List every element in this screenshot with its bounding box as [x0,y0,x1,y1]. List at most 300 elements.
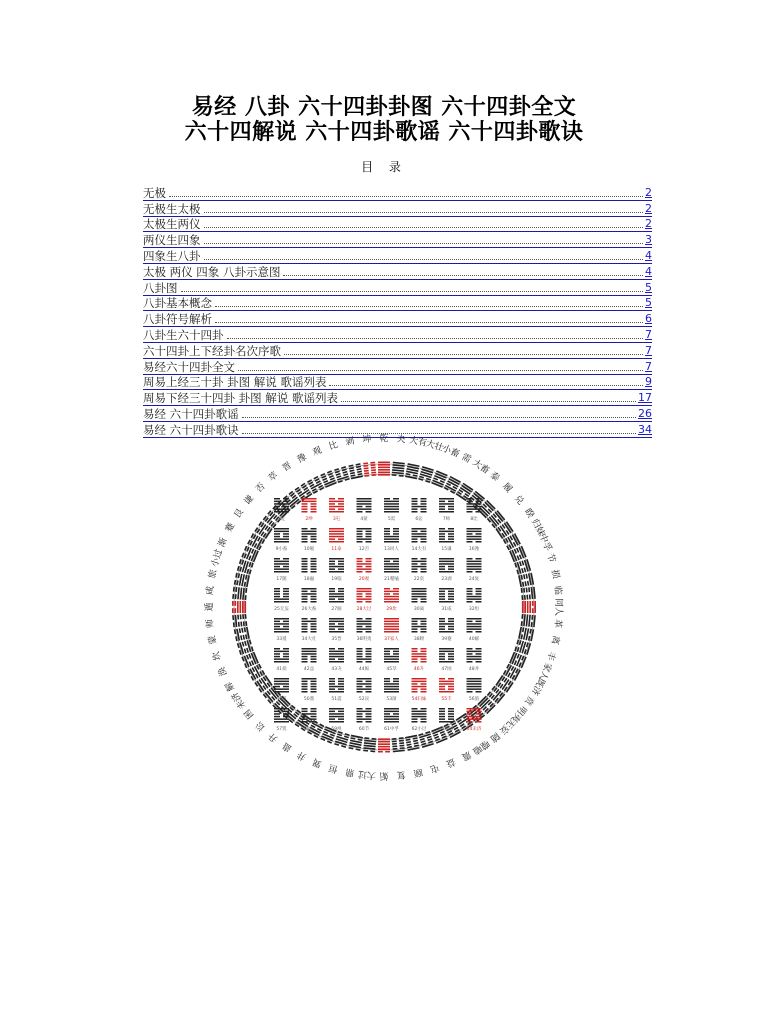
yin-line [357,566,363,568]
toc-entry-page-number[interactable]: 7 [645,327,652,341]
document-title-line-1: 易经 八卦 六十四卦卦图 六十四卦全文 [191,94,577,120]
toc-entry-label[interactable]: 八卦生六十四卦 [143,327,224,342]
toc-entry-label[interactable]: 八卦符号解析 [143,312,212,327]
yin-line [283,621,289,623]
grid-hexagram [357,678,372,693]
yin-line [366,506,372,508]
toc-entry-label[interactable]: 八卦图 [143,280,178,295]
yang-line [274,598,289,600]
grid-hexagram [329,558,344,573]
yin-line [283,596,289,598]
yin-line [467,601,473,603]
ring-hexagram [514,559,531,575]
yin-line [366,656,372,658]
toc-entry[interactable] [143,296,652,312]
grid-hexagram-label: 22贲 [413,577,425,582]
yin-line [421,541,427,543]
yin-line [274,648,280,650]
yin-line [412,601,418,603]
yang-line [384,601,399,603]
yin-line [476,591,482,593]
toc-entry-page-number[interactable]: 4 [645,264,652,278]
yin-line [439,568,445,570]
yin-line [384,528,390,530]
yin-line [476,621,482,623]
yin-line [311,558,317,560]
hexagram-lines [247,533,265,550]
yang-line [302,621,317,623]
yin-line [311,683,317,685]
yang-line [384,511,399,513]
ring-hexagram [503,533,521,550]
ring-hexagram-name: 解 [224,679,238,693]
yang-line [467,688,482,690]
grid-hexagram [467,648,482,663]
yin-line [329,561,335,563]
yin-line [302,568,308,570]
yin-line [311,601,317,603]
yang-line [439,503,454,505]
yin-line [274,596,280,598]
ring-hexagram-name: 升 [266,730,281,744]
yang-line [274,628,289,630]
yin-line [235,608,237,613]
toc-entry-label[interactable]: 四象生八卦 [143,248,201,263]
yin-line [363,750,368,752]
yang-line [329,656,344,658]
toc-entry-label[interactable]: 周易上经三十卦 卦图 解说 歌谣列表 [143,375,327,390]
yin-line [311,591,317,593]
yang-line [384,631,399,633]
yin-line [338,503,344,505]
ring-hexagram-name: 颐 [412,765,424,778]
grid-hexagram-label: 35晋 [331,637,342,642]
yang-line [384,623,399,625]
yin-line [412,648,418,650]
toc-entry[interactable] [143,248,652,264]
yin-line [329,688,335,690]
yin-line [448,593,454,595]
yang-line [467,651,482,653]
yin-line [439,713,445,715]
yin-line [384,498,390,500]
toc-entry-label[interactable]: 易经 六十四卦歌谣 [143,406,239,421]
yin-line [329,658,335,660]
yin-line [439,618,445,620]
toc-entry-page-number[interactable]: 3 [645,233,652,247]
grid-hexagram [329,708,344,723]
ring-hexagram [503,664,521,681]
toc-entry-page-number[interactable]: 6 [645,312,652,326]
toc-entry-page-number[interactable]: 7 [645,343,652,357]
yin-line [476,721,482,723]
toc-entry-label[interactable]: 两仪生四象 [143,233,201,248]
toc-entry[interactable] [143,264,652,280]
yang-line [274,631,289,633]
yin-line [366,601,372,603]
yin-line [366,511,372,513]
yin-line [393,561,399,563]
grid-hexagram-label: 52艮 [358,697,370,702]
yang-line [274,531,289,533]
yin-line [242,642,245,647]
yin-line [338,538,344,540]
yang-line [384,596,399,598]
yin-line [238,622,240,627]
toc-entry-label[interactable]: 易经六十四卦全文 [143,359,235,374]
grid-hexagram [412,678,427,693]
yin-line [302,631,308,633]
toc-dot-leader [204,227,644,228]
toc-entry-label[interactable]: 周易下经三十四卦 卦图 解说 歌谣列表 [143,391,338,406]
yang-line [302,651,317,653]
yin-line [329,623,335,625]
yin-line [476,593,482,595]
ring-hexagram-name: 中孚 [536,532,553,553]
yin-line [467,653,473,655]
toc-entry-page-number[interactable]: 34 [638,422,652,436]
grid-hexagram-label: 58兑 [303,727,315,732]
yin-line [439,506,445,508]
yin-line [421,598,427,600]
yin-line [357,536,363,538]
yin-line [467,621,473,623]
yin-line [448,716,454,718]
yang-line [329,631,344,633]
yang-line [274,538,289,540]
toc-entry-page-number[interactable]: 26 [638,406,652,420]
yin-line [448,678,454,680]
grid-hexagram-label: 57巽 [276,727,287,732]
yin-line [311,721,317,723]
yin-line [439,628,445,630]
yang-line [412,536,427,538]
ring-hexagram [247,664,265,681]
yang-line [274,503,289,505]
yang-line [439,651,454,653]
yang-line [384,718,399,720]
toc-entry[interactable] [143,217,652,233]
yin-line [448,653,454,655]
grid-hexagram [357,498,372,513]
yin-line [421,571,427,573]
grid-hexagram-label: 32恒 [468,607,480,612]
yang-line [467,598,482,600]
yin-line [439,688,445,690]
yin-line [384,653,390,655]
ring-hexagram-name: 恒 [327,761,340,774]
yang-line [412,593,427,595]
toc-entry-page-number[interactable]: 17 [638,391,652,405]
yin-line [439,716,445,718]
grid-hexagram [439,678,454,693]
yin-line [421,721,427,723]
yin-line [412,571,418,573]
grid-hexagram [384,528,399,543]
ring-hexagram-name: 谦 [242,493,257,508]
yin-line [421,508,427,510]
toc-entry-label[interactable]: 易经 六十四卦歌诀 [143,422,239,437]
yang-line [329,536,344,538]
yin-line [412,658,418,660]
yang-line [467,708,482,710]
toc-entry-page-number[interactable]: 7 [645,359,652,373]
yin-line [302,683,308,685]
yin-line [467,661,473,663]
yang-line [357,568,372,570]
yin-line [448,533,454,535]
toc-entry[interactable] [143,359,652,375]
grid-hexagram [439,648,454,663]
toc-entry[interactable] [143,201,652,217]
yang-line [274,508,289,510]
yin-line [366,561,372,563]
yin-line [357,596,363,598]
hexagram-lines [237,639,254,655]
yang-line [467,686,482,688]
yang-line [439,681,454,683]
yin-line [366,533,372,535]
yin-line [302,566,308,568]
yin-line [476,653,482,655]
yin-line [329,563,335,565]
yin-line [274,591,280,593]
toc-entry[interactable] [143,311,652,327]
hexagram-lines [503,533,521,550]
grid-hexagram-label: 13同人 [384,547,399,552]
yin-line [406,743,411,746]
grid-hexagram-label: 15谦 [441,547,452,552]
yin-line [241,628,244,633]
yang-line [439,563,454,565]
yang-line [329,661,344,663]
yin-line [412,651,418,653]
toc-entry[interactable] [143,185,652,201]
yin-line [311,566,317,568]
yin-line [476,713,482,715]
yin-line [366,708,372,710]
yin-line [244,641,247,646]
yin-line [366,566,372,568]
yang-line [439,588,454,590]
yin-line [421,601,427,603]
yang-line [467,628,482,630]
yang-line [384,598,399,600]
yin-line [357,533,363,535]
toc-entry[interactable] [143,375,652,391]
yang-line [412,528,427,530]
ring-hexagram-name: 需 [459,452,473,466]
yin-line [311,656,317,658]
yin-line [356,468,361,471]
yang-line [467,563,482,565]
yang-line [329,651,344,653]
toc-entry[interactable] [143,390,652,406]
hexagram-lines [514,639,531,655]
toc-entry-label[interactable]: 无极 [143,185,166,200]
yang-line [384,716,399,718]
grid-hexagram [329,498,344,513]
yin-line [427,736,432,739]
yang-line [274,691,289,693]
ring-hexagram-name: 井 [295,748,309,762]
yin-line [302,538,308,540]
yin-line [476,558,482,560]
yin-line [399,742,404,744]
yang-line [384,656,399,658]
grid-hexagram [274,588,289,603]
yang-line [439,541,454,543]
toc-dot-leader [169,196,643,197]
toc-entry-page-number[interactable]: 5 [645,296,652,310]
yin-line [357,739,362,742]
yin-line [357,721,363,723]
toc-entry-page-number[interactable]: 2 [645,201,652,215]
ring-hexagram-name: 损 [548,568,561,580]
yin-line [384,588,390,590]
ring-hexagram-name: 蛊 [280,739,294,754]
grid-hexagram-label: 53渐 [386,697,397,702]
grid-hexagram [412,558,427,573]
yin-line [302,721,308,723]
yin-line [448,598,454,600]
yin-line [302,708,308,710]
yang-line [302,533,317,535]
toc-entry-label[interactable]: 八卦基本概念 [143,296,212,311]
yang-line [439,571,454,573]
yin-line [467,558,473,560]
yin-line [302,718,308,720]
toc-dot-leader [204,243,644,244]
yang-line [274,541,289,543]
yin-line [439,708,445,710]
grid-hexagram [412,618,427,633]
toc-entry[interactable] [143,280,652,296]
yin-line [421,501,427,503]
yin-line [366,593,372,595]
yang-line [384,591,399,593]
yin-line [421,661,427,663]
toc-entry-label[interactable]: 太极 两仪 四象 八卦示意图 [143,264,281,279]
yin-line [399,745,404,747]
grid-hexagram-label: 49革 [276,697,287,702]
yin-line [384,681,390,683]
yin-line [439,538,445,540]
yin-line [302,691,308,693]
ring-hexagram-name: 涣 [216,665,230,678]
ring-hexagram-name: 节 [544,552,557,565]
ring-hexagram-name: 益 [444,755,457,769]
toc-entry[interactable] [143,343,652,359]
ring-hexagram-name: 观 [311,445,324,459]
grid-hexagram-label: 43夬 [331,667,342,672]
yang-line [357,498,372,500]
yin-line [357,571,363,573]
ring-hexagram-name: 泰 [487,470,502,484]
grid-hexagram-label: 5需 [387,517,396,522]
hexagram-lines [431,470,447,488]
yang-line [329,501,344,503]
yang-line [384,536,399,538]
yang-line [528,615,531,627]
yang-line [274,661,289,663]
grid-hexagram-label: 62小过 [411,727,427,732]
ring-hexagram [237,559,254,575]
yin-line [311,536,317,538]
grid-hexagram [439,708,454,723]
toc-entry-page-number[interactable]: 2 [645,185,652,199]
yin-line [357,541,363,543]
ring-hexagram-name: 大畜 [470,458,491,477]
yin-line [421,658,427,660]
toc-entry-page-number[interactable]: 5 [645,280,652,294]
toc-entry-label[interactable]: 六十四卦上下经卦名次序歌 [143,343,281,358]
yin-line [406,739,411,742]
yang-line [384,621,399,623]
yang-line [357,501,372,503]
grid-hexagram-label: 47困 [441,667,452,672]
yin-line [476,501,482,503]
yang-line [329,621,344,623]
yin-line [357,631,363,633]
yang-line [384,688,399,690]
yang-line [329,618,344,620]
toc-entry-label[interactable]: 太极生两仪 [143,217,201,232]
yin-line [529,594,531,599]
yang-line [412,588,427,590]
yin-line [357,626,363,628]
toc-entry[interactable] [143,232,652,248]
grid-hexagram-label: 41损 [276,667,287,672]
yin-line [246,648,249,653]
yin-line [338,718,344,720]
yang-line [384,686,399,688]
yin-line [421,511,427,513]
yin-line [283,711,289,713]
yin-line [476,541,482,543]
yin-line [302,591,308,593]
toc-entry-page-number[interactable]: 2 [645,217,652,231]
toc-entry-page-number[interactable]: 9 [645,375,652,389]
yang-line [384,568,399,570]
grid-hexagram [357,588,372,603]
yang-line [274,708,289,710]
yang-line [329,511,344,513]
ring-hexagram-name: 鼎 [344,765,356,778]
yin-line [393,713,399,715]
grid-hexagram [357,708,372,723]
yin-line [439,596,445,598]
yang-line [302,713,317,715]
ring-hexagram-name: 无妄 [497,715,517,736]
toc-entry-page-number[interactable]: 4 [645,248,652,262]
yang-line [302,531,317,533]
yang-line [302,653,317,655]
yin-line [476,711,482,713]
toc-entry-label[interactable]: 无极生太极 [143,201,201,216]
yang-line [384,503,399,505]
yin-line [412,691,418,693]
toc-entry[interactable] [143,327,652,343]
yin-line [311,511,317,513]
grid-hexagram [439,558,454,573]
yin-line [366,631,372,633]
grid-hexagram [384,618,399,633]
grid-hexagram [302,588,317,603]
yang-line [329,558,344,560]
yin-line [357,593,363,595]
yang-line [357,503,372,505]
